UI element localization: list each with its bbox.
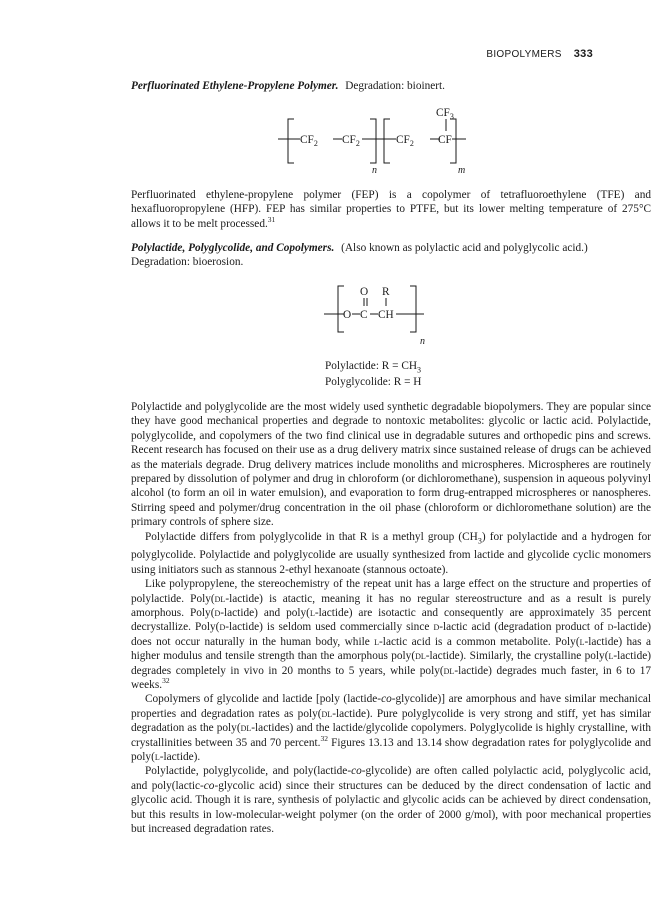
pla-ester-o: O [343, 309, 352, 321]
fep-ref: 31 [267, 215, 276, 225]
page-number: 333 [573, 48, 593, 60]
running-title: BIOPOLYMERS [486, 49, 562, 60]
fep-heading: Perfluorinated Ethylene-Propylene Polymer. [131, 80, 339, 92]
fep-paragraph: Perfluorinated ethylene-propylene polymer (FEP) is a copolymer of tetrafluoroethylene (TFE) and hexafluoropropylene (HFP). FEP has similar properties to PTFE, but its lower melting temperature of 275°C allows it to be melt processed.$^{31}$ [131, 189, 651, 230]
running-header [486, 48, 593, 60]
pla-carbon: C [360, 309, 368, 321]
pla-n-subscript: n [420, 336, 425, 347]
pla-r-group: R [382, 286, 390, 298]
paragraph: Polylactide, polyglycolide, and poly(lactide-co-glycolide) are often called polylactic acid, polyglycolic acid, and poly(lactic-co-glycolic acid) since their structures can be deduced by the direct condensation of lactic and glycolic acid. Though it is rare, synthesis of polylactic and glycolic acids can be achieved by direct condensation, but this results in low-molecular-weight polymer (on the order of 2000 g/mol), with poor mechanical properties but increased degradation rates. [131, 765, 651, 836]
paragraph: Polylactide differs from polyglycolide in that R is a methyl group $(CH_3)$ for polylactide and a hydrogen for polyglycolide. Polylactide and polyglycolide are usually synthesized from lactide and glycolide cyclic monomers using initiators such as stannous 2-ethyl hexanoate (stannous octoate). [131, 530, 652, 576]
pla-heading-block [131, 241, 651, 270]
fep-degradation: Degradation: bioinert. [345, 80, 445, 92]
paragraph: Copolymers of glycolide and lactide [poly (lactide-co-glycolide)] are amorphous and have similar mechanical properties and degradation rates as poly(dl-lactide). Pure polyglycolide is very strong and stiff, yet has similar degradation as the poly(dl-lactides) and the lactide/glycolide copolymers. Polyglycolide is highly crystalline, with crystallinities between 35 and 70 percent.$^{32}$ Figures 13.13 and 13.14 show degradation rates for polyglycolide and poly(l-lactide). [131, 693, 652, 763]
fep-cf2-a: $CF_2$ [300, 134, 318, 148]
pla-carbonyl-o: O [360, 286, 369, 298]
pla-heading: Polylactide, Polyglycolide, and Copolymers. [131, 242, 335, 254]
polylactide-label: Polylactide: $R = CH_3$ [325, 360, 422, 375]
paragraph: Polylactide and polyglycolide are the most widely used synthetic degradable biopolymers. They are popular since they have good mechanical properties and degrade to nontoxic metabolites: glycolic or lactic acid. Polylactide, polyglycolide, and copolymers of the two find clinical use in degradable sutures and orthopedic pins and screws. Recent research has focused on their use as a drug delivery matrix since sustained release of drugs can be achieved as the materials degrade. Drug delivery matrices include monoliths and microspheres. Microspheres are routinely prepared by dissolution of polymer and drug in chloroform (or dichloromethane), suspension in aqueous polyvinyl alcohol (to form an oil in water emulsion), and evaporation to form drug-entrapped microspheres or nanospheres. Stirring speed and polymer/drug concentration in the oil phase (chloroform or dichloromethane solution) are the primary controls of sphere size. [131, 401, 651, 529]
pla-body-text [131, 400, 651, 836]
fep-m-subscript: m [458, 165, 466, 175]
polyglycolide-label: Polyglycolide: R = H [325, 376, 422, 388]
fep-structure-diagram [260, 103, 470, 175]
fep-cf3: $CF_3$ [436, 107, 454, 121]
fep-n-subscript: n [372, 165, 377, 175]
fep-cf2-b: $CF_2$ [342, 134, 360, 148]
pla-ch: CH [378, 309, 394, 321]
fep-cf2-c: $CF_2$ [396, 134, 414, 148]
fep-heading-line [131, 79, 651, 93]
paragraph: Like polypropylene, the stereochemistry of the repeat unit has a large effect on the structure and properties of polylactide. Poly(dl-lactide) is atactic, meaning it has no regular stereostructure and as a result is purely amorphous. Poly(d-lactide) and poly(l-lactide) are isotactic and consequently are approximately 35 percent decrystallize. Poly(d-lactide) is seldom used commercially since d-lactic acid (degradation product of d-lactide) does not occur naturally in the human body, while l-lactic acid is a common metabolite. Poly(l-lactide) has a higher modulus and tensile strength than the amorphous poly(dl-lactide). Similarly, the crystalline poly(l-lactide) degrades completely in vivo in 20 months to 5 years, while poly(dl-lactide) degrades much faster, in 6 to 17 weeks.$^{32}$ [131, 578, 652, 691]
pla-degradation: Degradation: bioerosion. [131, 256, 244, 269]
fep-cf: CF [438, 134, 452, 146]
pla-aka: (Also known as polylactic acid and polyglycolic acid.) [341, 242, 588, 254]
pla-structure-diagram [316, 280, 436, 348]
